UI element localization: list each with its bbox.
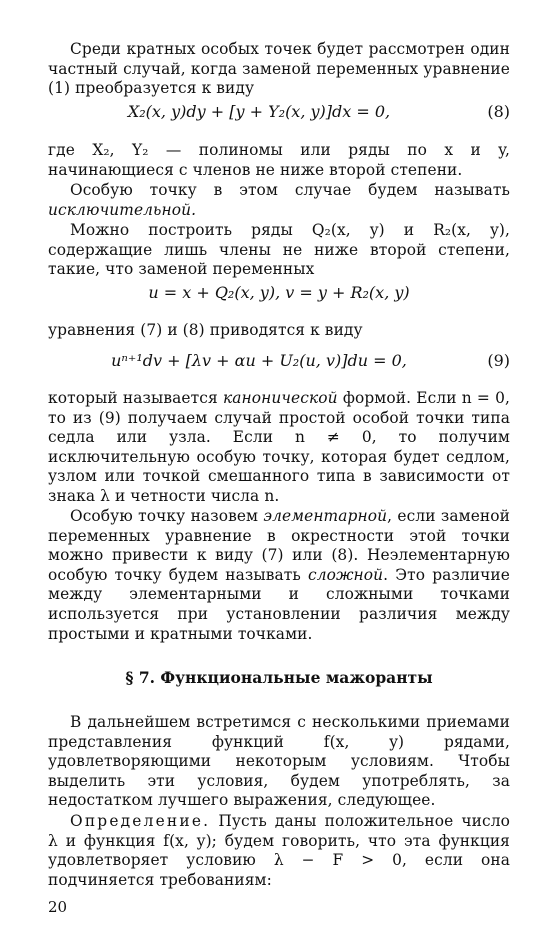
equation-8 xyxy=(48,100,510,124)
paragraph-exceptional xyxy=(48,181,510,220)
equation-9 xyxy=(48,349,510,373)
paragraph-where: где X₂, Y₂ — полиномы или ряды по x и y, начинающиеся с членов не ниже второй степени. xyxy=(48,141,510,179)
canonical-text-b: формой. Если n = 0, то из (9) получаем случай простой особой точки типа седла или узла. Если n ≠ 0, то получим исключительную особую точку, которая будет седлом, узлом или точкой смешанного типа в зависимости от знака λ и четности числа n. xyxy=(48,389,510,505)
equation-8-expression: X₂(x, y)dy + [y + Y₂(x, y)]dx = 0, xyxy=(127,102,391,121)
paragraph-canonical xyxy=(48,389,510,507)
paragraph-majorants: В дальнейшем встретимся с несколькими приемами представления функций f(x, y) рядами, удовлетворяющими некоторым условиям. Чтобы выделить эти условия, будем употреблять, за недостатком лучшего выражения, следующее. xyxy=(48,713,510,810)
equation-9-expression: uⁿ⁺¹dv + [λv + αu + U₂(u, v)]du = 0, xyxy=(111,351,407,370)
definition-lead: Определение. xyxy=(70,812,211,830)
exceptional-term: исключительной. xyxy=(48,200,197,219)
paragraph-definition xyxy=(48,812,510,890)
exceptional-text: Особую точку в этом случае будем называть xyxy=(70,181,510,199)
definition-text: Пусть даны положительное число λ и функция f(x, y); будем говорить, что эта функция удовлетворяет условию λ − F > 0, если она подчиняется требованиям: xyxy=(48,812,510,889)
equation-9-number: (9) xyxy=(487,351,510,370)
canonical-term: канонической xyxy=(222,389,338,407)
elementary-text-a: Особую точку назовем xyxy=(70,507,264,525)
complex-term: сложной xyxy=(307,565,384,584)
equation-8-number: (8) xyxy=(487,102,510,121)
substitution-formula xyxy=(48,281,510,305)
elementary-text-b: , если заменой переменных уравнение в окрестности этой точки можно привести к виду (7) или (8). Неэлементарную особую точку будем называть xyxy=(48,507,510,584)
paragraph-elementary xyxy=(48,507,510,644)
paragraph-intro: Среди кратных особых точек будет рассмотрен один частный случай, когда заменой переменных уравнение (1) преобразуется к виду xyxy=(48,40,510,98)
substitution-expression: u = x + Q₂(x, y), v = y + R₂(x, y) xyxy=(148,283,410,302)
section-heading: § 7. Функциональные мажоранты xyxy=(125,668,433,687)
elementary-term: элементарной xyxy=(263,507,388,525)
paragraph-series: Можно построить ряды Q₂(x, y) и R₂(x, y), содержащие лишь члены не ниже второй степени, такие, что заменой переменных xyxy=(48,221,510,279)
canonical-text-a: который называется xyxy=(48,389,223,407)
page-number: 20 xyxy=(48,898,68,916)
elementary-text-c: . Это различие между элементарными и сложными точками используется при установлении различия между простыми и кратными точками. xyxy=(48,565,511,643)
paragraph-reduce: уравнения (7) и (8) приводятся к виду xyxy=(48,321,363,339)
